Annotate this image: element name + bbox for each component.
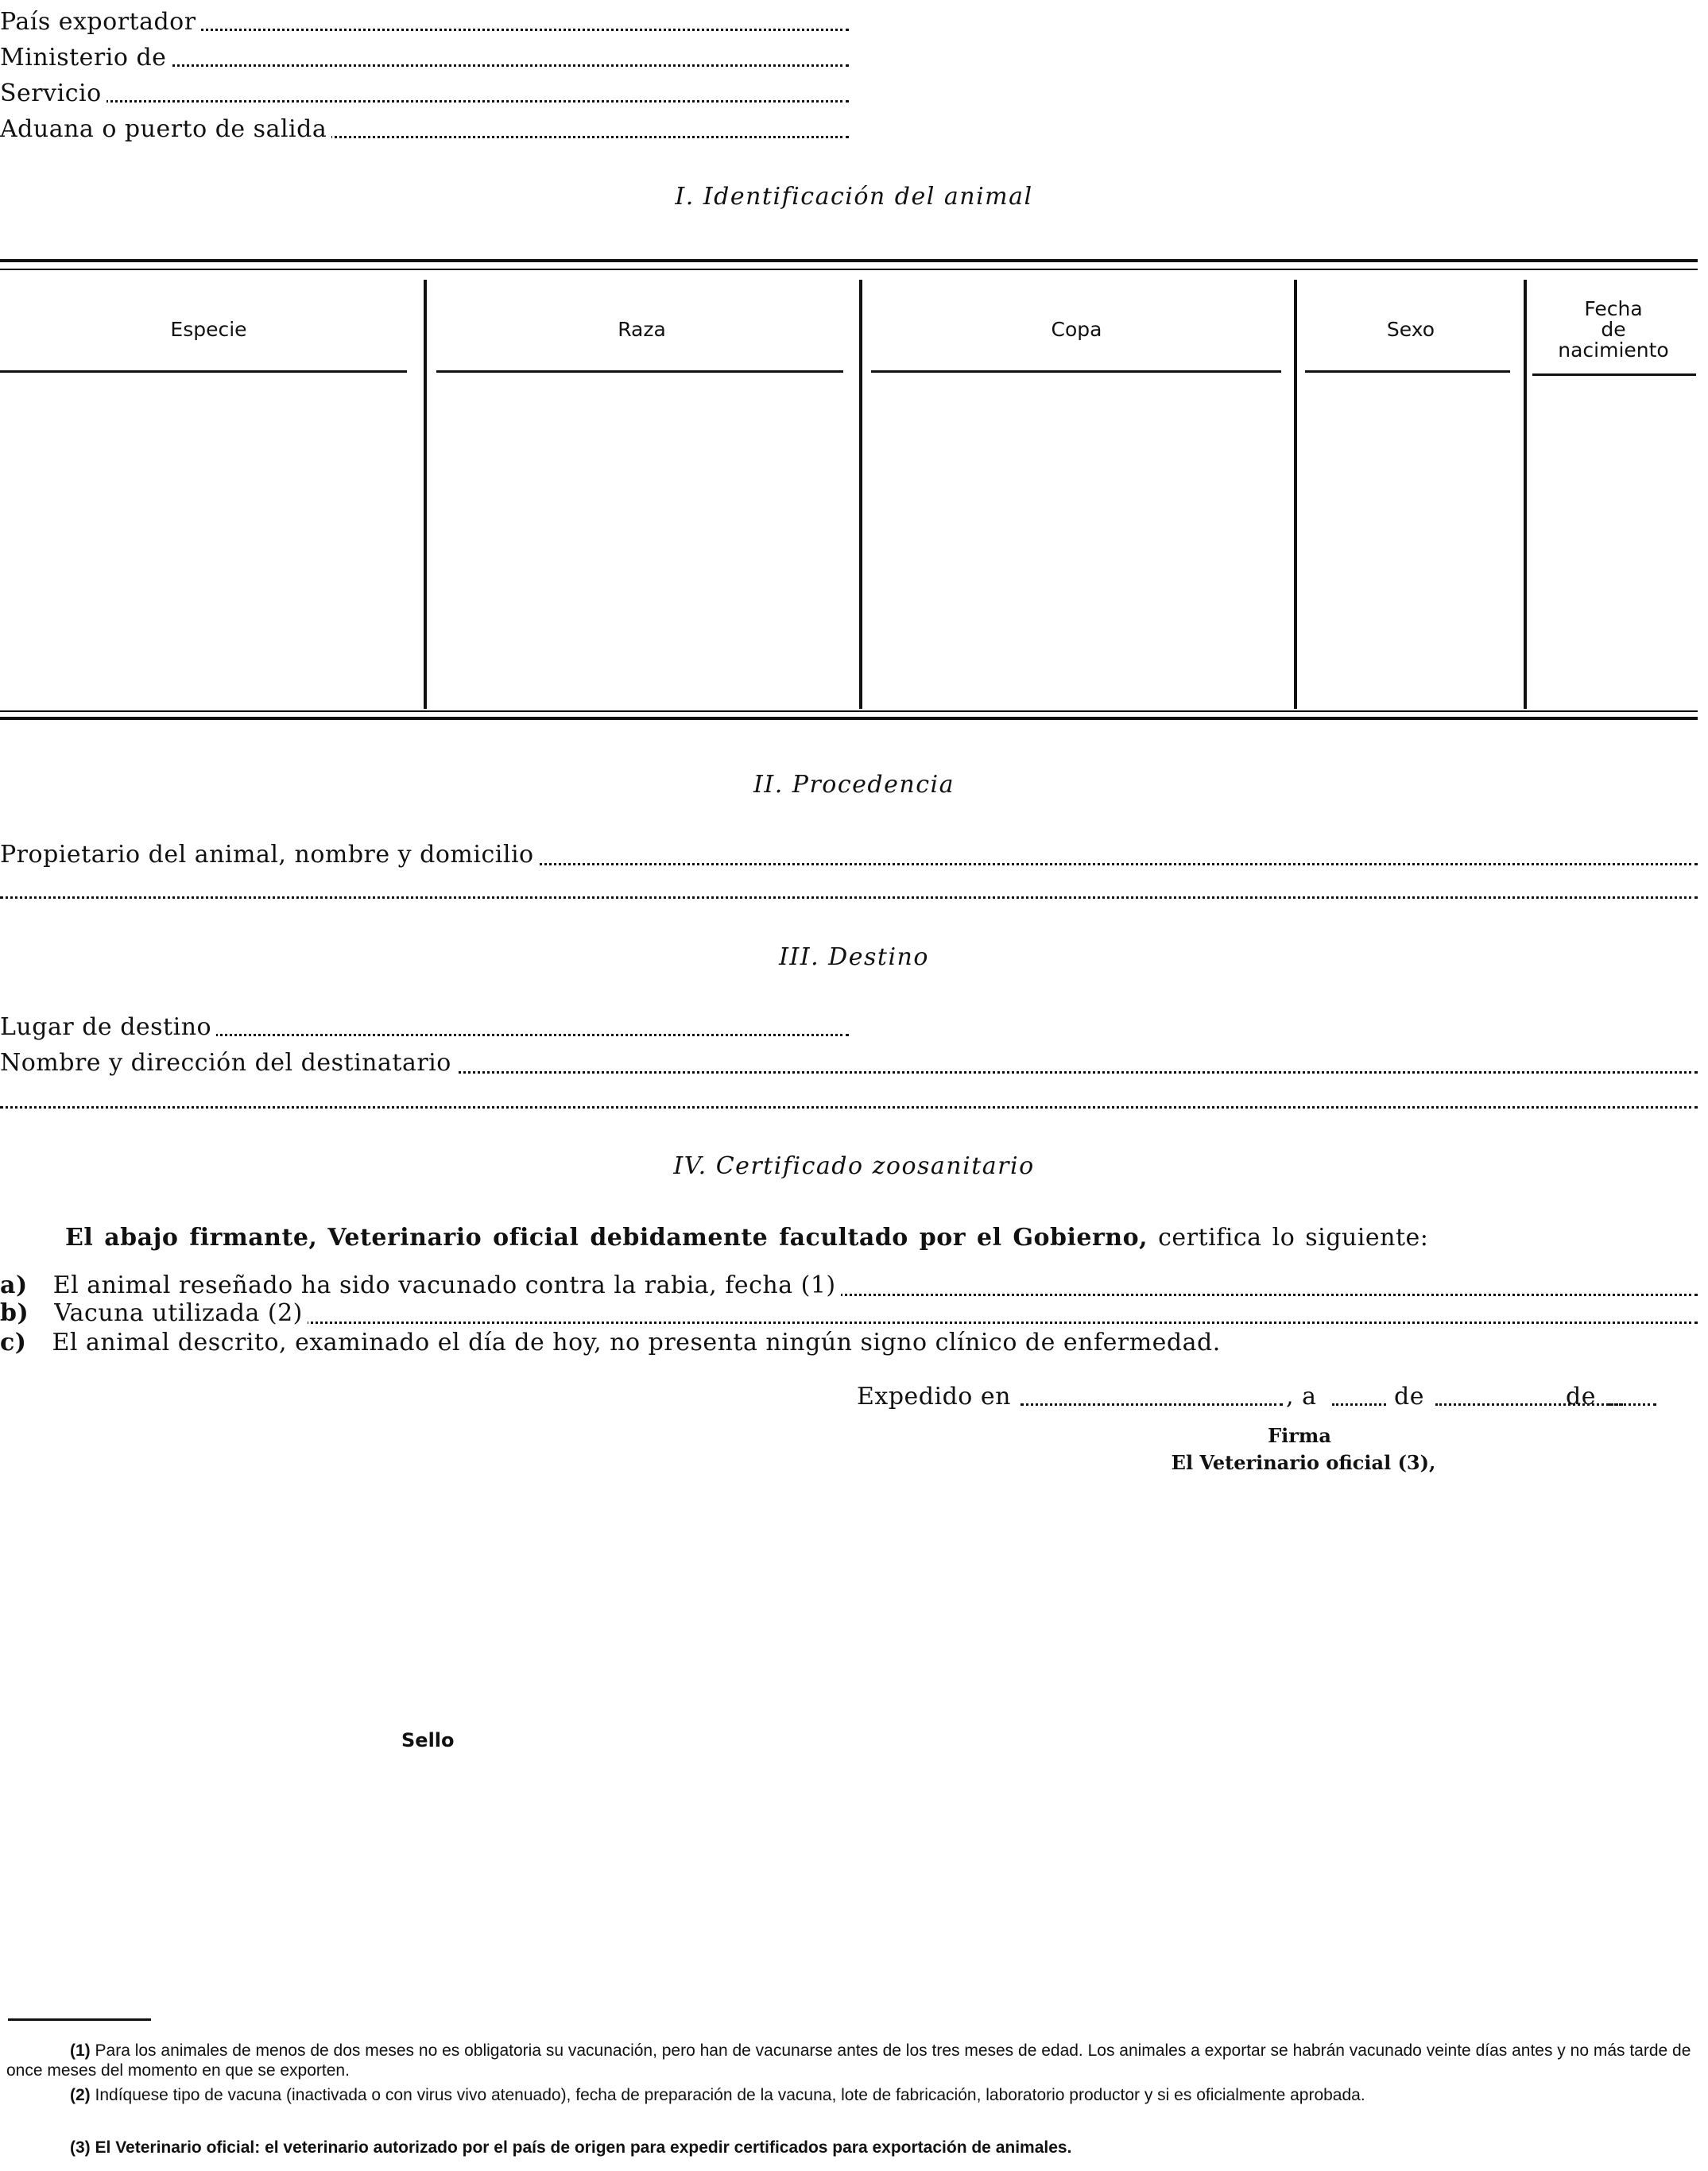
column-header-underline bbox=[1532, 373, 1696, 376]
column-header-raza: Raza bbox=[618, 318, 666, 341]
field-servicio[interactable]: Servicio bbox=[0, 79, 849, 107]
expedido-line[interactable]: Expedido en , a de bbox=[857, 1383, 1660, 1414]
field-ministerio[interactable]: Ministerio de bbox=[0, 44, 849, 72]
animal-identification-table bbox=[0, 259, 1698, 720]
column-header-copa: Copa bbox=[1051, 318, 1102, 341]
field-pais-exportador[interactable]: País exportador bbox=[0, 8, 849, 36]
expedido-place-blank[interactable] bbox=[1021, 1403, 1283, 1406]
section-certificado-title: IV. Certificado zoosanitario bbox=[673, 1152, 1035, 1180]
section-identificacion-title: I. Identificación del animal bbox=[675, 183, 1033, 211]
section-procedencia-title: II. Procedencia bbox=[753, 771, 955, 799]
column-divider bbox=[1524, 280, 1527, 709]
table-top-rule bbox=[0, 259, 1698, 262]
expedido-year-blank[interactable] bbox=[1609, 1403, 1656, 1406]
footnote-2: (2) Indíquese tipo de vacuna (inactivada o con virus vivo atenuado), fecha de preparación de la vacuna, lote de fabricación, laboratorio productor y si es oficialmente aprobada. bbox=[70, 2086, 1365, 2104]
table-bottom-rule-thin bbox=[0, 710, 1698, 712]
column-header-underline bbox=[436, 370, 843, 373]
firma-label: Firma bbox=[1268, 1424, 1331, 1447]
item-a-vacunacion-fecha[interactable]: a) El animal reseñado ha sido vacunado contra la rabia, fecha (1) bbox=[0, 1271, 1698, 1299]
field-propietario-continuation[interactable] bbox=[0, 876, 1698, 900]
column-header-underline bbox=[1305, 370, 1510, 373]
column-header-underline bbox=[871, 370, 1281, 373]
section-destino-title: III. Destino bbox=[779, 943, 929, 971]
item-b-vacuna-utilizada[interactable]: b) Vacuna utilizada (2) bbox=[0, 1299, 1698, 1327]
column-header-underline bbox=[0, 370, 407, 373]
sello-label: Sello bbox=[401, 1729, 455, 1751]
field-lugar-destino[interactable]: Lugar de destino bbox=[0, 1013, 849, 1041]
footnote-1: (1) Para los animales de menos de dos meses no es obligatoria su vacunación, pero han de vacunarse antes de los tres meses de edad. Los animales a exportar se habrán vacunado veinte días antes y no más tarde de once meses del momento en que se exporten. bbox=[6, 2041, 1691, 2080]
field-destinatario-continuation[interactable] bbox=[0, 1086, 1698, 1109]
field-aduana[interactable]: Aduana o puerto de salida bbox=[0, 115, 849, 143]
column-header-fecha-nacimiento: Fecha de nacimiento bbox=[1558, 297, 1669, 362]
certificate-intro: El abajo firmante, Veterinario oficial debidamente facultado por el Gobierno, certifica lo siguiente: bbox=[65, 1224, 1429, 1252]
footnote-separator bbox=[8, 2018, 151, 2021]
table-bottom-rule bbox=[0, 717, 1698, 720]
column-header-especie: Especie bbox=[170, 318, 247, 341]
field-propietario[interactable]: Propietario del animal, nombre y domicilio bbox=[0, 841, 1698, 869]
veterinario-oficial-label: El Veterinario oficial (3), bbox=[1171, 1451, 1436, 1474]
table-top-rule-thin bbox=[0, 269, 1698, 270]
expedido-day-blank[interactable] bbox=[1332, 1403, 1386, 1406]
column-header-sexo: Sexo bbox=[1386, 318, 1435, 341]
column-divider bbox=[424, 280, 427, 709]
expedido-year[interactable]: de bbox=[1566, 1383, 1661, 1414]
item-c-examen: c) El animal descrito, examinado el día de hoy, no presenta ningún signo clínico de enfermedad. bbox=[0, 1329, 1221, 1356]
footnote-3: (3) El Veterinario oficial: el veterinario autorizado por el país de origen para expedir certificados para exportación de animales. bbox=[70, 2138, 1072, 2157]
column-divider bbox=[1294, 280, 1297, 709]
column-divider bbox=[859, 280, 862, 709]
field-destinatario[interactable]: Nombre y dirección del destinatario bbox=[0, 1049, 1698, 1077]
